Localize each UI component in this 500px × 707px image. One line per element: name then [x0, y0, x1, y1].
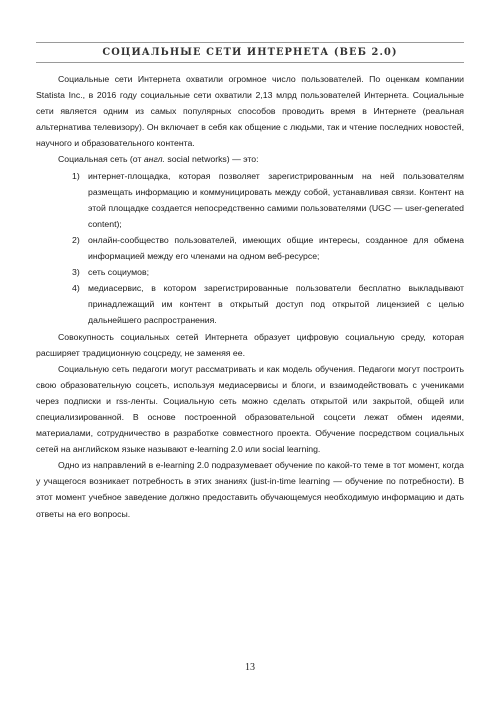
heading-rule-top [36, 42, 464, 43]
list-item-number: 1) [72, 170, 80, 181]
paragraph: Социальную сеть педагоги могут рассматривать и как модель обучения. Педагоги могут построить свою образовательную соцсеть, используя медиасервисы и блоги, и взаимодействовать с учениками через подписки и rss-ленты. Социальную сеть можно сделать открытой или закрытой, общей или специализированной. В основе построенной образовательной соцсети лежат обмен идеями, материалами, сотрудничество в разработке совместного проекта. Обучение посредством социальных сетей на английском языке называют e-learning 2.0 или social learning. [36, 363, 464, 455]
list-item-number: 2) [72, 234, 80, 245]
list-item-text: интернет-площадка, которая позволяет зарегистрированным на ней пользователям размещать информацию и коммуницировать между собой, устанавливая связи. Контент на этой площадке создается непосредственно самими пользователями (UGC — user-generated content); [88, 170, 464, 229]
list-item-text: онлайн-сообщество пользователей, имеющих общие интересы, созданное для обмена информацией между его членами на одном веб-ресурсе; [88, 234, 464, 262]
definition-paragraph [36, 151, 464, 167]
definition-text-before: Социальная сеть (от [58, 154, 144, 165]
paragraph: Совокупность социальных сетей Интернета образует цифровую социальную среду, которая расширяет традиционную соцсреду, не заменяя ее. [36, 331, 464, 358]
list-item-text: медиасервис, в котором зарегистрированные пользователи бесплатно выкладывают принадлежащий им контент в открытый доступ под открытой лицензией с целью дальнейшего распространения. [88, 283, 464, 326]
list-item [36, 232, 464, 264]
list-item-text: сеть социумов; [88, 267, 149, 278]
page-number: 13 [245, 662, 255, 673]
list-item [36, 264, 464, 280]
definition-abbr: англ. [143, 154, 165, 165]
list-item [36, 280, 464, 328]
definition-text-after: social networks) — это: [164, 154, 259, 165]
section-heading: СОЦИАЛЬНЫЕ СЕТИ ИНТЕРНЕТА (ВЕБ 2.0) [102, 47, 398, 58]
intro-paragraph: Социальные сети Интернета охватили огромное число пользователей. По оценкам компании Statista Inc., в 2016 году социальные сети охватили 2,13 млрд пользователей Интернета. Социальные сети является одним из самых популярных способов проводить время в Интернете (реальная альтернатива телевизору). Он включает в себя как общение с людьми, так и чтение последних новостей, научного и образовательного контента. [36, 74, 464, 149]
heading-rule-bottom [36, 62, 464, 63]
body-text [36, 71, 464, 522]
list-item-number: 4) [72, 283, 80, 294]
list-item-number: 3) [72, 267, 80, 278]
paragraph: Одно из направлений в e-learning 2.0 подразумевает обучение по какой-то теме в тот момент, когда у учащегося возникает потребность в этих знаниях (just-in-time learning — обучение по потребности). В этот момент учебное заведение должно предоставить обучающемуся необходимую информацию и дать ответы на его вопросы. [36, 460, 464, 519]
definition-list [36, 168, 464, 329]
list-item [36, 168, 464, 232]
